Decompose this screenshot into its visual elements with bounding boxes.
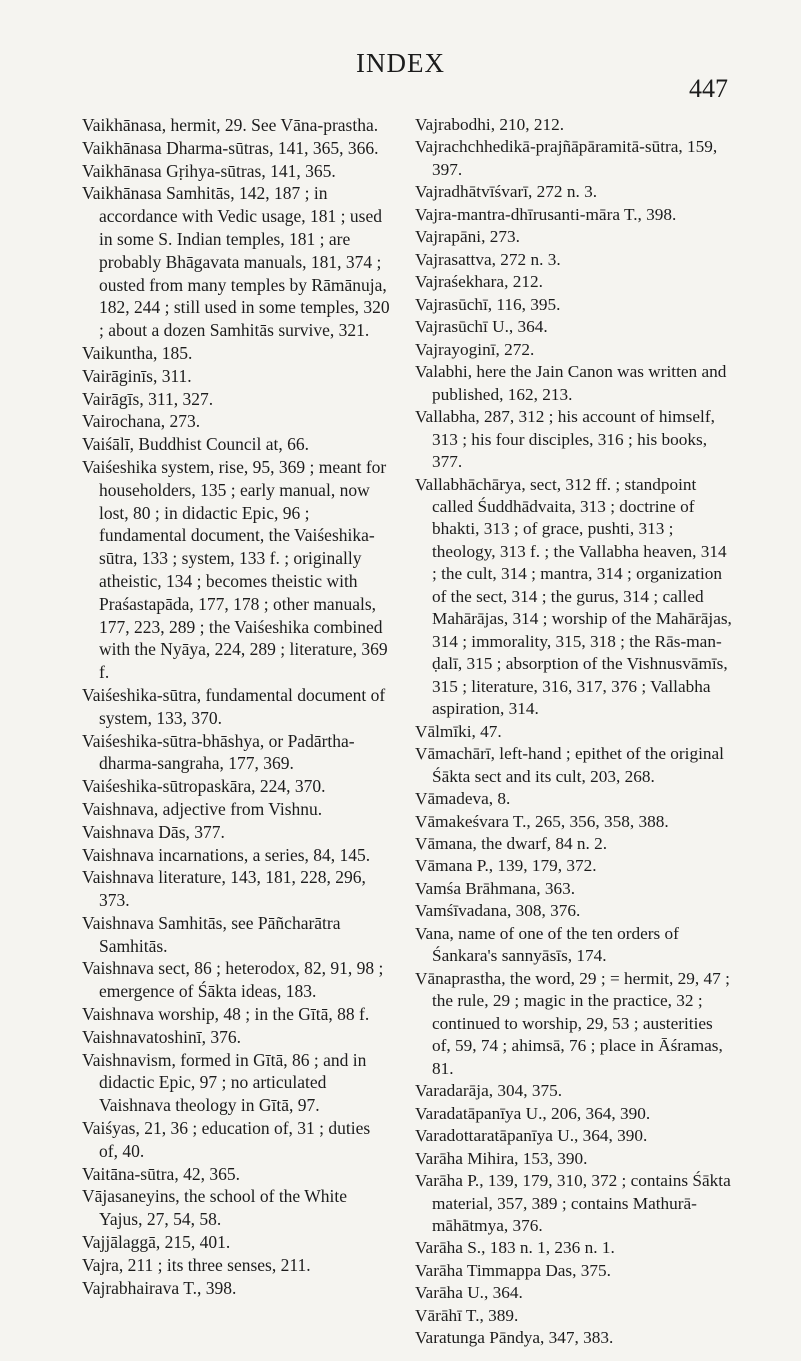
index-entry: Vallabhāchārya, sect, 312 ff. ; standpoint called Śuddhādvaita, 313 ; doctrine of bhakti, 313 ; of grace, pushti, 313 ; theology, 313 f. ; the Vallabha heaven, 314 ; the cult, 314 ; mantra, 314 ; organization of the sect, 314 ; the gurus, 314 ; called Mahārājas, 314 ; worship of the Mahārājas, 314 ; immorality, 315, 318 ; the Rās-man-ḍalī, 315 ; absorption of the Vishnusvāmīs, 315 ; literature, 316, 317, 376 ; Vallabha aspiration, 314.	[415, 474, 732, 719]
index-entry: Vāmakeśvara T., 265, 356, 358, 388.	[415, 811, 669, 831]
index-entry: Varāha Timmappa Das, 375.	[415, 1260, 611, 1280]
index-entry: Vairāginīs, 311.	[82, 365, 192, 386]
index-entry: Vaishnava literature, 143, 181, 228, 296, 373.	[82, 867, 366, 911]
index-entry: Varadatāpanīya U., 206, 364, 390.	[415, 1103, 651, 1123]
index-entry: Vajradhātvīśvarī, 272 n. 3.	[415, 182, 598, 202]
index-entry: Vaiśeshika-sūtra-bhāshya, or Padārtha-dharma-sangraha, 177, 369.	[82, 730, 355, 774]
index-entry: Varāha P., 139, 179, 310, 372 ; contains Śākta material, 357, 389 ; contains Mathurā-māhātmya, 376.	[415, 1171, 731, 1235]
index-entry: Vajra, 211 ; its three senses, 211.	[82, 1254, 311, 1275]
index-entry: Vaikhānasa, hermit, 29. See Vāna-prastha.	[82, 115, 379, 135]
index-entry: Vārāhī T., 389.	[415, 1305, 519, 1325]
index-entry: Vaikhānasa Dharma-sūtras, 141, 365, 366.	[82, 137, 379, 158]
index-entry: Vaiśālī, Buddhist Council at, 66.	[82, 434, 310, 455]
index-entry: Vairāgīs, 311, 327.	[82, 388, 214, 409]
index-entry: Vairochana, 273.	[82, 411, 201, 432]
index-entry: Vaikuntha, 185.	[82, 342, 193, 363]
index-entry: Vaikhānasa Gṛihya-sūtras, 141, 365.	[82, 160, 336, 181]
index-entry: Vaikhānasa Samhitās, 142, 187 ; in accordance with Vedic usage, 181 ; used in some S. Indian temples, 181 ; are probably Bhāgavata manuals, 181, 374 ; ousted from many temples by Rāmānuja, 182, 244 ; still used in some temples, 320 ; about a dozen Samhitās survive, 321.	[82, 183, 390, 341]
index-entry: Vāmachārī, left-hand ; epithet of the original Śākta sect and its cult, 203, 268.	[415, 744, 724, 786]
index-entry: Vaishnava Samhitās, see Pāñcharātra Samhitās.	[82, 912, 341, 956]
index-entry: Vaishnava Dās, 377.	[82, 821, 225, 842]
index-entry: Vāmana P., 139, 179, 372.	[415, 856, 597, 876]
index-entry: Vājasaneyins, the school of the White Yajus, 27, 54, 58.	[82, 1186, 348, 1230]
index-entry: Vaishnava incarnations, a series, 84, 145.	[82, 844, 371, 865]
index-entry: Vāmadeva, 8.	[415, 789, 511, 809]
index-entry: Vaitāna-sūtra, 42, 365.	[82, 1163, 240, 1184]
index-entry: Vajrachchhedikā-prajñāpāramitā-sūtra, 159, 397.	[415, 137, 718, 179]
index-entry: Vaiśeshika-sūtra, fundamental document of system, 133, 370.	[82, 684, 386, 728]
index-entry: Vajra-mantra-dhīrusanti-māra T., 398.	[415, 204, 677, 224]
index-entry: Vajrasūchī U., 364.	[415, 317, 548, 337]
index-entry: Vajjālaggā, 215, 401.	[82, 1232, 231, 1253]
index-entry: Vaiśeshika system, rise, 95, 369 ; meant for householders, 135 ; early manual, now lost, 80 ; in didactic Epic, 96 ; fundamental document, the Vaiśeshika-sūtra, 133 ; system, 133 f. ; originally atheistic, 134 ; becomes theistic with Praśastapāda, 177, 178 ; other manuals, 177, 223, 289 ; the Vaiśeshika combined with the Nyāya, 224, 289 ; literature, 369 f.	[82, 456, 388, 683]
index-entry: Vaishnavism, formed in Gītā, 86 ; and in didactic Epic, 97 ; no articulated Vaishnava theology in Gītā, 97.	[82, 1049, 367, 1116]
index-entry: Vaishnava, adjective from Vishnu.	[82, 798, 323, 819]
index-entry: Varāha U., 364.	[415, 1283, 523, 1303]
index-entry: Vāmana, the dwarf, 84 n. 2.	[415, 834, 608, 853]
index-entry: Vajrasattva, 272 n. 3.	[415, 249, 561, 269]
index-entry: Vaishnava sect, 86 ; heterodox, 82, 91, 98 ; emergence of Śākta ideas, 183.	[82, 958, 384, 1002]
index-entry: Varāha Mihira, 153, 390.	[415, 1148, 588, 1168]
index-entry: Vamśīvadana, 308, 376.	[415, 901, 581, 921]
index-entry: Vajrayoginī, 272.	[415, 339, 535, 359]
page-title: INDEX	[356, 48, 445, 78]
index-entry: Vaishnavatoshinī, 376.	[82, 1026, 241, 1047]
index-entry: Valabhi, here the Jain Canon was written and published, 162, 213.	[415, 362, 727, 404]
index-entry: Varāha S., 183 n. 1, 236 n. 1.	[415, 1238, 615, 1258]
index-column-right	[415, 114, 735, 1350]
index-entry: Vaishnava worship, 48 ; in the Gītā, 88 f.	[82, 1004, 370, 1025]
index-entry: Vajrapāni, 273.	[415, 227, 520, 247]
index-entry: Vaiśyas, 21, 36 ; education of, 31 ; duties of, 40.	[82, 1118, 371, 1161]
index-entry: Vajraśekhara, 212.	[415, 272, 543, 292]
index-entry: Vana, name of one of the ten orders of Śankara's sannyāsīs, 174.	[415, 923, 679, 966]
index-entry: Vajrabhairava T., 398.	[82, 1277, 237, 1298]
index-entry: Vānaprastha, the word, 29 ; = hermit, 29, 47 ; the rule, 29 ; magic in the practice, 32 ; continued to worship, 29, 53 ; austerities of, 59, 74 ; ahimsā, 76 ; place in Āśramas, 81.	[415, 968, 730, 1078]
index-column-left	[82, 114, 392, 1299]
index-entry: Vajrasūchī, 116, 395.	[415, 294, 561, 314]
index-entry: Vālmīki, 47.	[415, 721, 502, 741]
page-number: 447	[689, 74, 728, 103]
index-entry: Vaiśeshika-sūtropaskāra, 224, 370.	[82, 776, 326, 797]
index-entry: Vajrabodhi, 210, 212.	[415, 115, 565, 134]
index-entry: Vallabha, 287, 312 ; his account of himself, 313 ; his four disciples, 316 ; his books, 377.	[415, 407, 715, 472]
index-entry: Vamśa Brāhmana, 363.	[415, 878, 576, 898]
index-entry: Varadarāja, 304, 375.	[415, 1081, 563, 1101]
index-entry: Varatunga Pāndya, 347, 383.	[415, 1328, 614, 1348]
index-entry: Varadottaratāpanīya U., 364, 390.	[415, 1126, 648, 1146]
